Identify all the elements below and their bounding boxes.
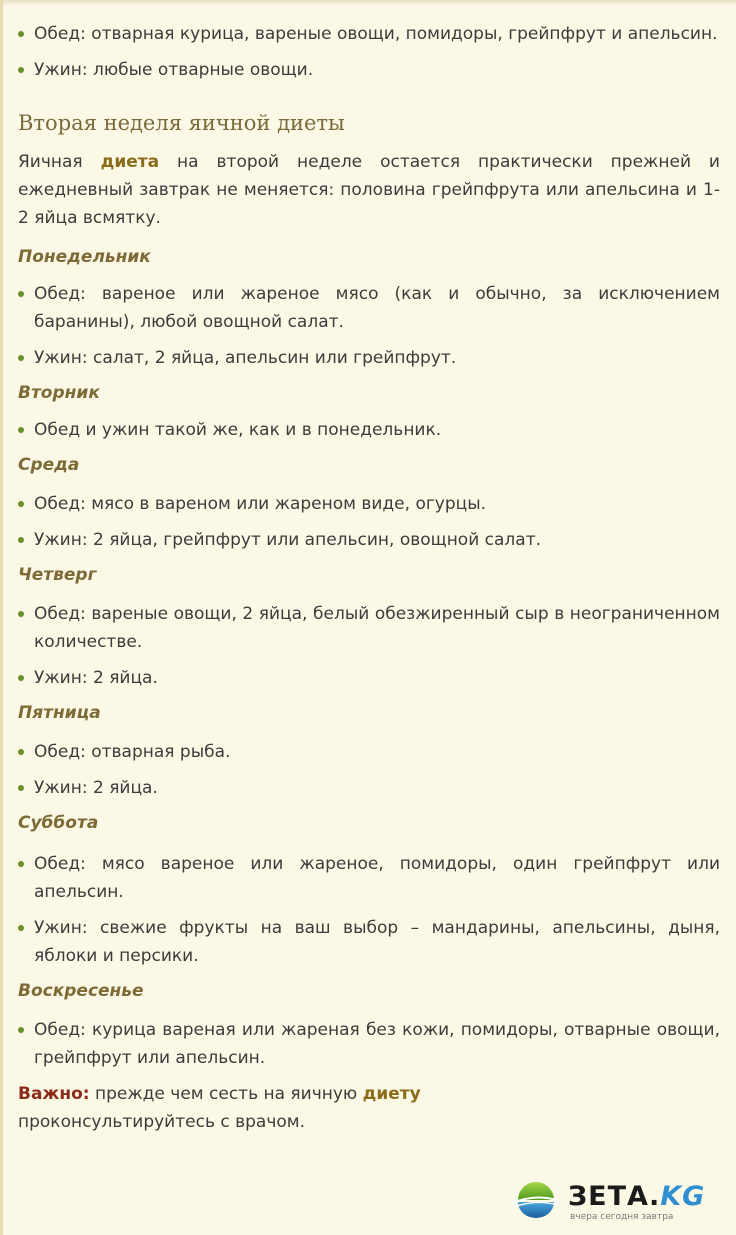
bullet-icon xyxy=(18,925,24,931)
saturday-list xyxy=(18,850,720,970)
list-item: Обед: отварная курица, вареные овощи, помидоры, грейпфрут и апельсин. xyxy=(18,20,720,48)
list-item: Обед: мясо вареное или жареное, помидоры, один грейпфрут или апельсин. xyxy=(18,850,720,906)
important-note: Важно: прежде чем сесть на яичную диету проконсультируйтесь с врачом. xyxy=(18,1084,421,1132)
bullet-icon xyxy=(18,861,24,867)
list-item: Обед: вареные овощи, 2 яйца, белый обезжиренный сыр в неограниченном количестве. xyxy=(18,600,720,656)
bullet-icon xyxy=(18,1027,24,1033)
list-item: Обед и ужин такой же, как и в понедельник. xyxy=(18,416,720,444)
bullet-icon xyxy=(18,611,24,617)
diet-keyword-link[interactable]: диету xyxy=(362,1084,421,1104)
list-item: Обед: мясо в вареном или жареном виде, огурцы. xyxy=(18,490,720,518)
bullet-icon xyxy=(18,291,24,297)
day-heading-friday: Пятница xyxy=(18,703,101,723)
important-label: Важно: xyxy=(18,1084,90,1104)
monday-list xyxy=(18,280,720,372)
list-item: Ужин: любые отварные овощи. xyxy=(18,56,720,84)
list-item: Ужин: 2 яйца, грейпфрут или апельсин, овощной салат. xyxy=(18,526,720,554)
list-item: Ужин: 2 яйца. xyxy=(18,774,720,802)
list-item: Обед: отварная рыба. xyxy=(18,738,720,766)
tuesday-list xyxy=(18,416,720,444)
bullet-icon xyxy=(18,355,24,361)
day-heading-wednesday: Среда xyxy=(18,455,80,475)
diet-keyword-link[interactable]: диета xyxy=(100,152,160,172)
bullet-icon xyxy=(18,31,24,37)
day-heading-monday: Понедельник xyxy=(18,247,151,267)
friday-list xyxy=(18,738,720,802)
globe-icon xyxy=(510,1181,562,1219)
top-edge xyxy=(3,0,736,6)
day-heading-thursday: Четверг xyxy=(18,565,97,585)
wednesday-list xyxy=(18,490,720,554)
bullet-icon xyxy=(18,501,24,507)
watermark-logo xyxy=(510,1179,730,1225)
week1-tail-list xyxy=(18,20,720,84)
list-item: Обед: курица вареная или жареная без кожи, помидоры, отварные овощи, грейпфрут или апельсин. xyxy=(18,1016,720,1072)
list-item: Ужин: 2 яйца. xyxy=(18,664,720,692)
bullet-icon xyxy=(18,427,24,433)
list-item: Ужин: свежие фрукты на ваш выбор – мандарины, апельсины, дыня, яблоки и персики. xyxy=(18,914,720,970)
sunday-list xyxy=(18,1016,720,1072)
bullet-icon xyxy=(18,675,24,681)
thursday-list xyxy=(18,600,720,692)
intro-paragraph: Яичная диета на второй неделе остается практически прежней и ежедневный завтрак не меняется: половина грейпфрута или апельсина и 1-2 яйца всмятку. xyxy=(18,152,720,228)
section-title: Вторая неделя яичной диеты xyxy=(18,111,345,135)
day-heading-tuesday: Вторник xyxy=(18,383,100,403)
day-heading-saturday: Суббота xyxy=(18,813,99,833)
bullet-icon xyxy=(18,785,24,791)
bullet-icon xyxy=(18,67,24,73)
list-item: Ужин: салат, 2 яйца, апельсин или грейпфрут. xyxy=(18,344,720,372)
bullet-icon xyxy=(18,537,24,543)
watermark-tagline: вчера сегодня завтра xyxy=(570,1212,674,1222)
watermark-brand: ЗЕТА.KG xyxy=(568,1181,706,1212)
day-heading-sunday: Воскресенье xyxy=(18,981,144,1001)
list-item: Обед: вареное или жареное мясо (как и обычно, за исключением баранины), любой овощной салат. xyxy=(18,280,720,336)
bullet-icon xyxy=(18,749,24,755)
